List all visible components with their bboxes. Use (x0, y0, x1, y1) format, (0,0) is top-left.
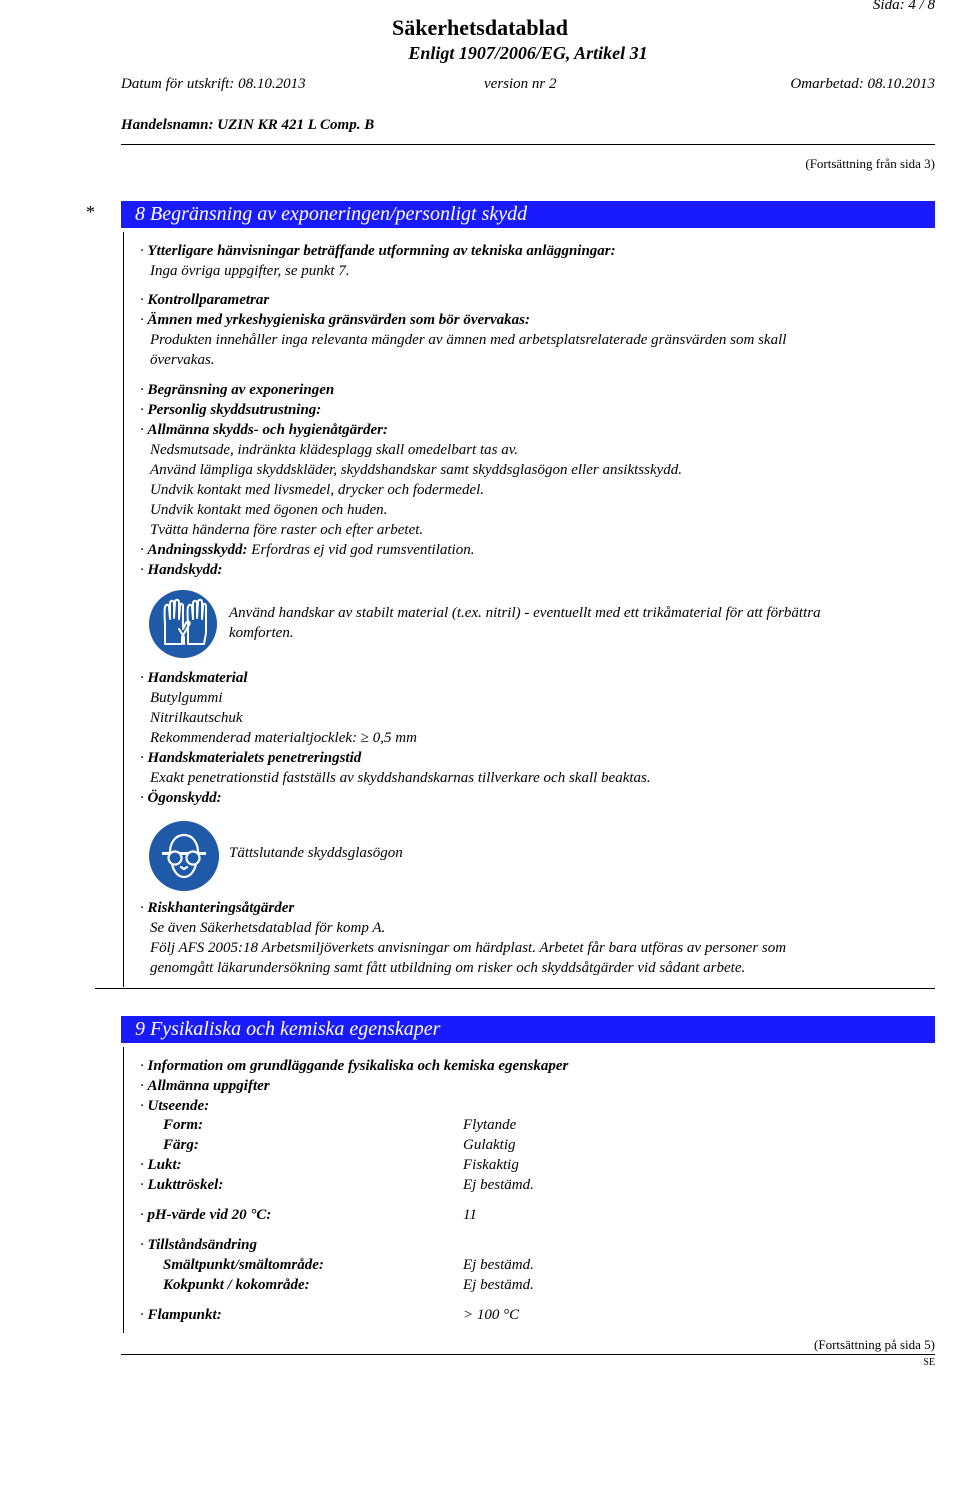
section-8-heading: 8 Begränsning av exponeringen/personligt skydd (121, 201, 935, 228)
basic-properties-heading: · Information om grundläggande fysikaliska och kemiska egenskaper (140, 1058, 568, 1075)
general-measure-line: Tvätta händerna före raster och efter arbetet. (150, 522, 424, 538)
page-number: Sida: 4 / 8 (872, 0, 935, 13)
header-rule (121, 144, 935, 145)
penetration-time-label: · Handskmaterialets penetreringstid (140, 750, 361, 767)
risk-management-line: Se även Säkerhetsdatablad för komp A. (150, 920, 386, 936)
exposure-control-heading: · Begränsning av exponeringen (140, 382, 334, 399)
continued-on: (Fortsättning på sida 5) (814, 1337, 935, 1352)
substances-text-line-2: övervakas. (150, 352, 215, 368)
risk-management-line: Följ AFS 2005:18 Arbetsmiljöverkets anvisningar om härdplast. Arbetet får bara utföras av personer som (150, 940, 787, 956)
hand-protection-text-line-1: Använd handskar av stabilt material (t.ex. nitril) - eventuellt med ett trikåmaterial för att förbättra (229, 605, 821, 621)
general-info-heading: · Allmänna uppgifter (140, 1078, 270, 1095)
form-label: Form: (163, 1117, 204, 1133)
hand-protection-text-line-2: komforten. (229, 625, 294, 641)
ph-value: 11 (463, 1207, 477, 1223)
state-change-heading: · Tillståndsändring (140, 1237, 257, 1254)
melting-point-value: Ej bestämd. (463, 1257, 534, 1273)
penetration-time-text: Exakt penetrationstid fastställs av skyddshandskarnas tillverkare och skall beaktas. (150, 770, 651, 786)
ph-label: · pH-värde vid 20 °C: (140, 1207, 271, 1224)
substances-text-line-1: Produkten innehåller inga relevanta mängder av ämnen med arbetsplatsrelaterade gränsvärden som skall (150, 332, 787, 348)
color-value: Gulaktig (463, 1137, 516, 1153)
eye-protection-text: Tättslutande skyddsglasögon (229, 845, 403, 861)
tech-facilities-label: · Ytterligare hänvisningar beträffande utformning av tekniska anläggningar: (140, 243, 616, 260)
section-8-margin-line (123, 232, 124, 987)
tech-facilities-text: Inga övriga uppgifter, se punkt 7. (150, 263, 350, 279)
general-measure-line: Nedsmutsade, indränkta klädesplagg skall omedelbart tas av. (150, 442, 519, 458)
version-number: version nr 2 (484, 76, 557, 92)
glove-thickness (150, 730, 417, 747)
general-measure-line: Använd lämpliga skyddskläder, skyddshandskar samt skyddsglasögon eller ansiktsskydd. (150, 462, 683, 478)
language-code: SE (923, 1357, 935, 1368)
goggles-icon (148, 820, 220, 892)
glove-material-item: Nitrilkautschuk (150, 710, 243, 726)
revision-date: Omarbetad: 08.10.2013 (790, 76, 935, 92)
ppe-heading: · Personlig skyddsutrustning: (140, 402, 321, 419)
glove-material-item: Butylgummi (150, 690, 223, 706)
boiling-point-value: Ej bestämd. (463, 1277, 534, 1293)
exposure-limit-substances-label: · Ämnen med yrkeshygieniska gränsvärden som bör övervakas: (140, 312, 530, 329)
hand-protection-label: · Handskydd: (140, 562, 223, 579)
odor-threshold-label: · Lukttröskel: (140, 1177, 223, 1194)
revision-marker: * (86, 202, 95, 222)
print-date: Datum för utskrift: 08.10.2013 (121, 76, 306, 92)
eye-protection-label: · Ögonskydd: (140, 790, 222, 807)
general-measures-label: · Allmänna skydds- och hygienåtgärder: (140, 422, 388, 439)
respiratory-protection (140, 542, 474, 559)
document-subtitle: Enligt 1907/2006/EG, Artikel 31 (408, 43, 648, 63)
risk-management-label: · Riskhanteringsåtgärder (140, 900, 294, 917)
control-parameters-heading: · Kontrollparametrar (140, 292, 269, 309)
thickness-label: Rekommenderad materialtjocklek: (150, 730, 358, 746)
appearance-label: · Utseende: (140, 1098, 209, 1115)
trade-name: Handelsnamn: UZIN KR 421 L Comp. B (121, 117, 375, 133)
risk-management-line: genomgått läkarundersökning samt fått utbildning om risker och skyddsåtgärder vid sådant arbete. (150, 960, 746, 976)
gloves-icon (148, 589, 218, 659)
boiling-point-label: Kokpunkt / kokområde: (163, 1277, 310, 1293)
odor-value: Fiskaktig (463, 1157, 519, 1173)
general-measure-line: Undvik kontakt med ögonen och huden. (150, 502, 388, 518)
color-label: Färg: (163, 1137, 199, 1153)
odor-label: · Lukt: (140, 1157, 182, 1174)
form-value: Flytande (463, 1117, 517, 1133)
thickness-value: 0,5 mm (372, 730, 417, 746)
general-measure-line: Undvik kontakt med livsmedel, drycker och fodermedel. (150, 482, 485, 498)
respiratory-text: Erfordras ej vid god rumsventilation. (251, 542, 475, 558)
footer-rule (121, 1354, 935, 1355)
document-title: Säkerhetsdatablad (391, 15, 569, 40)
section-8-end-rule (95, 988, 935, 989)
section-9-margin-line (123, 1047, 124, 1333)
continued-from: (Fortsättning från sida 3) (805, 156, 935, 171)
flash-point-value: > 100 °C (463, 1307, 520, 1323)
respiratory-label: Andningsskydd: (147, 542, 248, 558)
melting-point-label: Smältpunkt/smältområde: (163, 1257, 324, 1273)
thickness-sign: ≥ (360, 730, 369, 746)
odor-threshold-value: Ej bestämd. (463, 1177, 534, 1193)
section-9-heading: 9 Fysikaliska och kemiska egenskaper (121, 1016, 935, 1043)
flash-point-label: · Flampunkt: (140, 1307, 222, 1324)
glove-material-label: · Handskmaterial (140, 670, 248, 687)
